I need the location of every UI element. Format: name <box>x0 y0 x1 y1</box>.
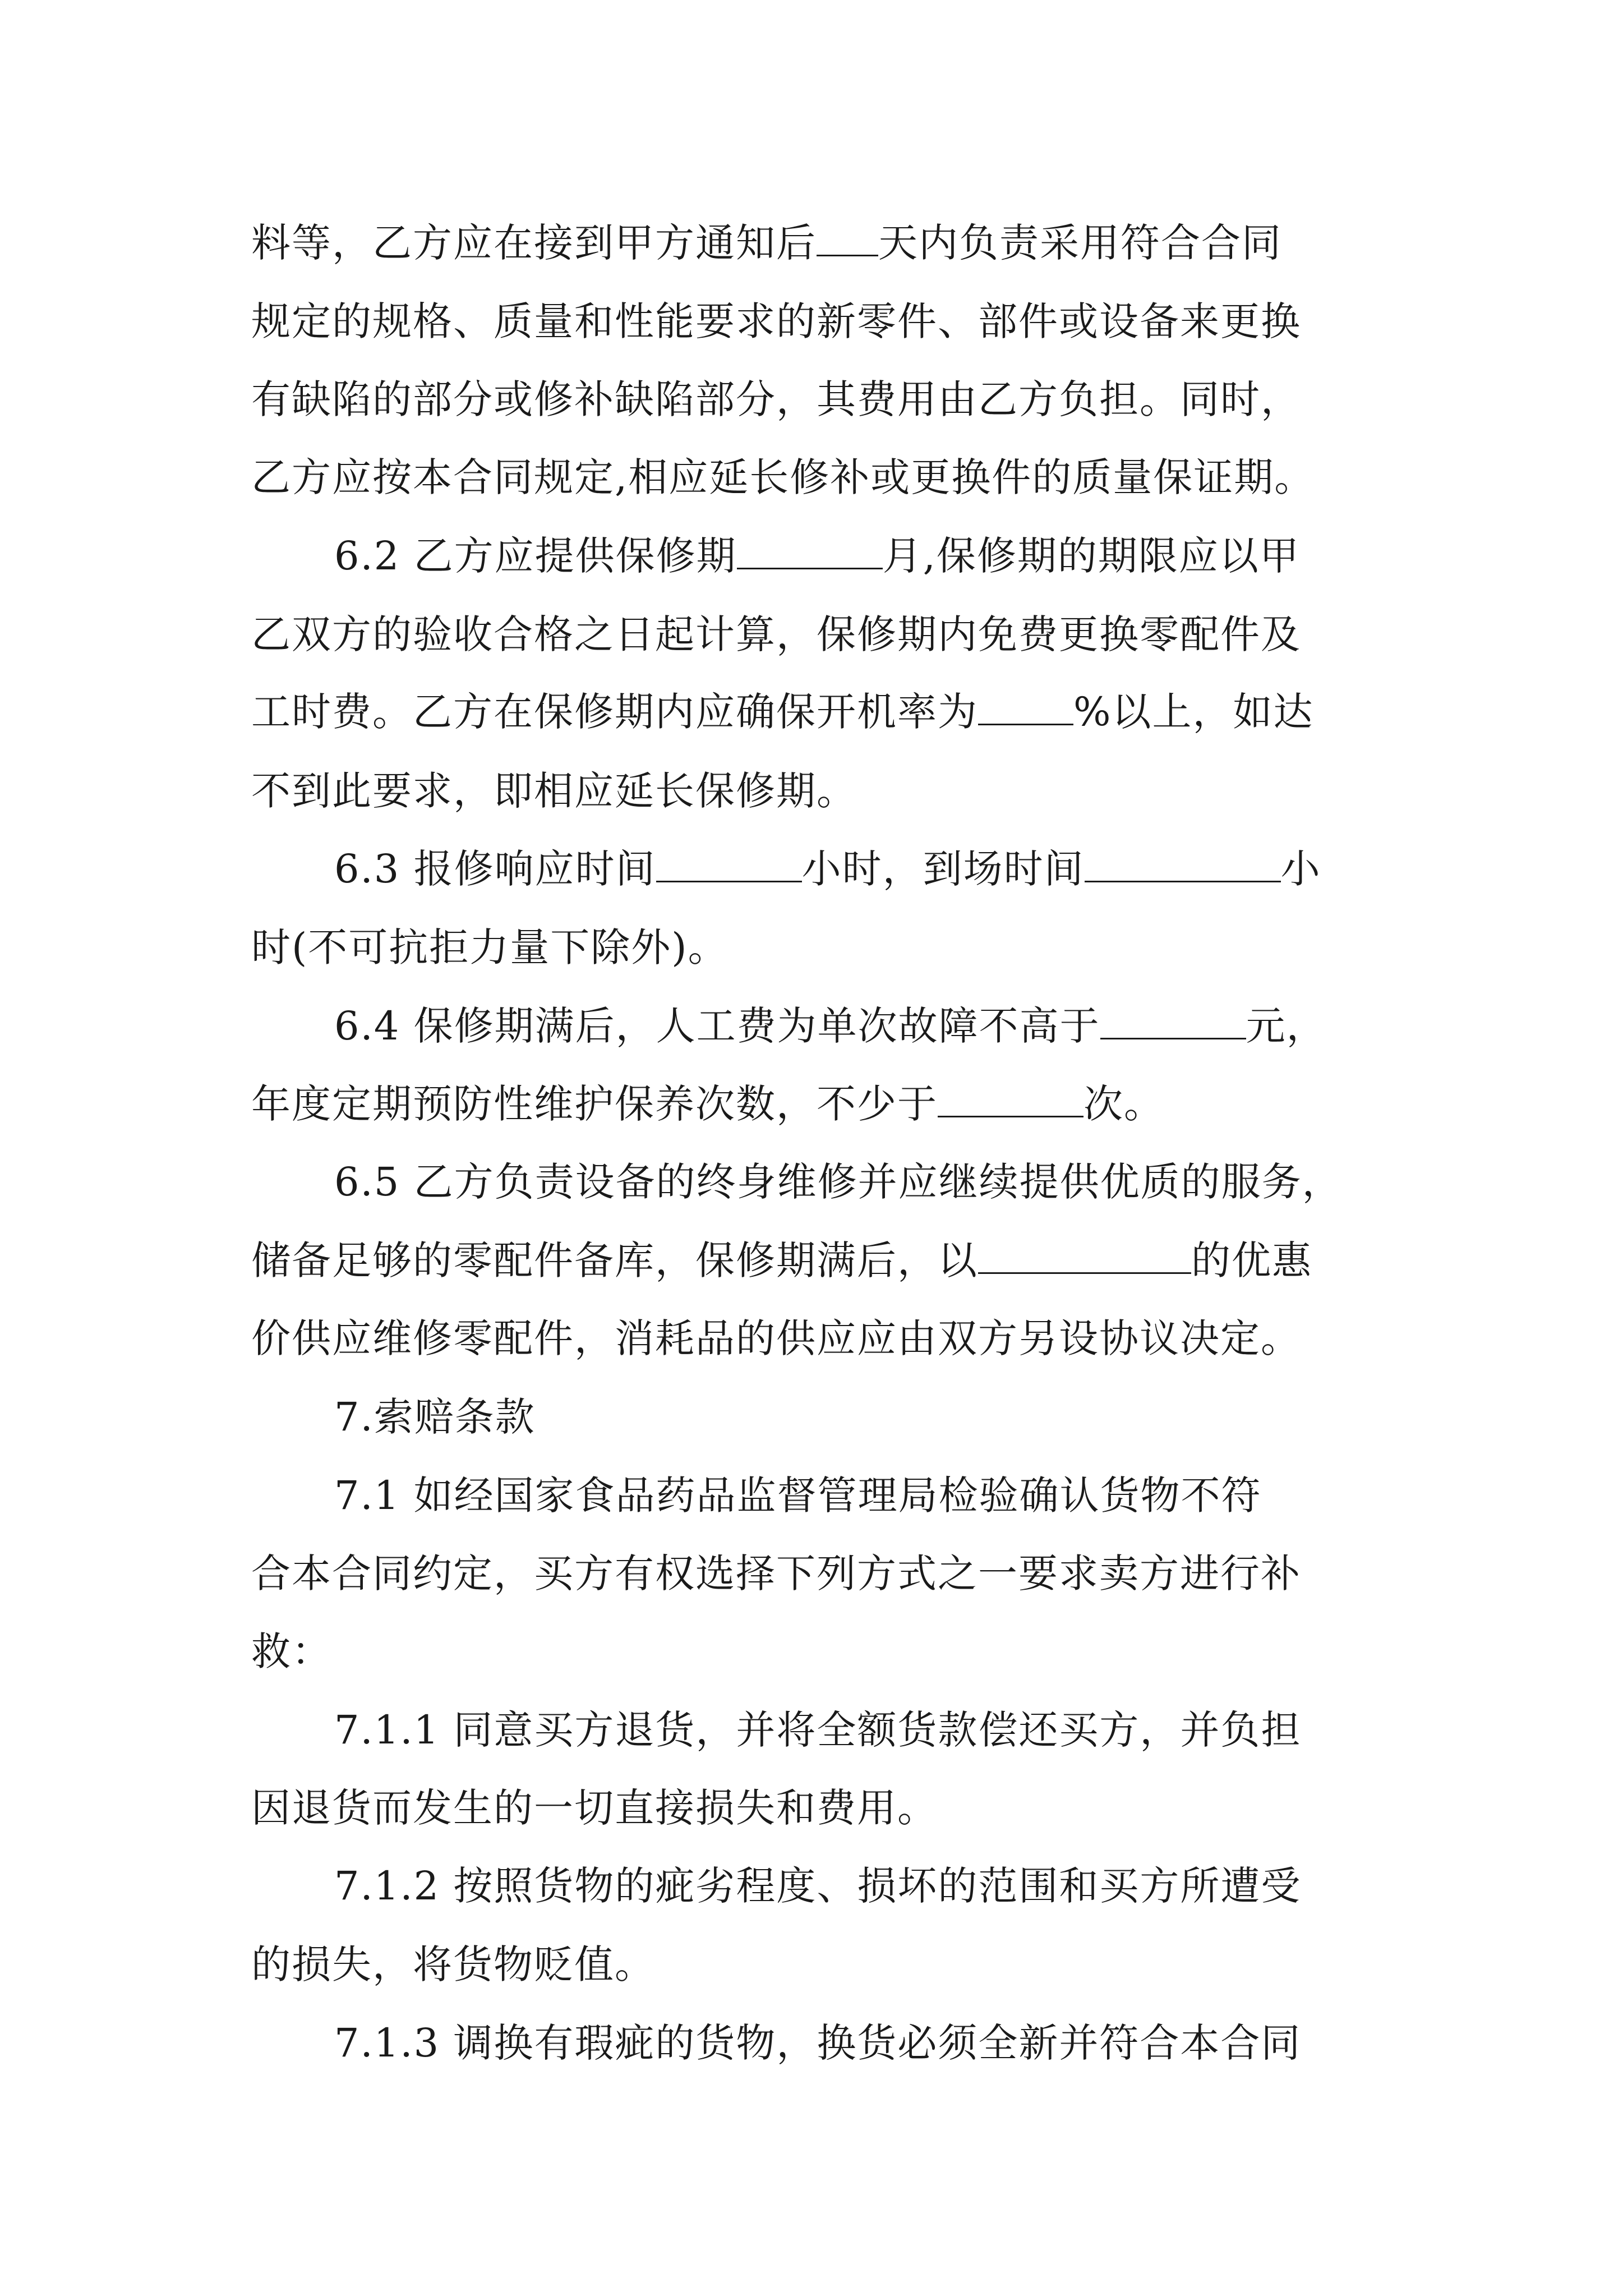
text-segment: 小时，到场时间 <box>801 846 1085 892</box>
text-line: 规定的规格、质量和性能要求的新零件、部件或设备来更换 <box>251 298 1301 344</box>
text-segment: 小 <box>1280 846 1321 892</box>
text-line: 价供应维修零配件，消耗品的供应应由双方另设协议决定。 <box>251 1315 1301 1361</box>
text-line: 有缺陷的部分或修补缺陷部分，其费用由乙方负担。同时， <box>251 376 1301 422</box>
text-segment: 天内负责采用符合合同 <box>878 220 1282 266</box>
text-line <box>251 1062 1395 1146</box>
blank-field <box>737 532 883 569</box>
text-segment: 6.3 报修响应时间 <box>334 846 656 892</box>
text-segment: 料等，乙方应在接到甲方通知后 <box>251 220 817 266</box>
blank-field <box>938 1080 1083 1117</box>
blank-field <box>978 688 1073 725</box>
text-line: 乙方应按本合同规定,相应延长修补或更换件的质量保证期。 <box>251 454 1315 500</box>
text-segment: 6.2 乙方应提供保修期 <box>334 533 737 579</box>
text-line: 7.1.3 调换有瑕疵的货物，换货必须全新并符合本合同 <box>334 2020 1302 2066</box>
text-segment: 月,保修期的期限应以甲 <box>882 533 1300 579</box>
blank-field <box>656 845 802 882</box>
text-segment: 储备足够的零配件备库，保修期满后，以 <box>251 1237 978 1283</box>
text-segment: 工时费。乙方在保修期内应确保开机率为 <box>251 689 978 735</box>
blank-field <box>1100 1002 1246 1039</box>
text-segment: 的优惠 <box>1191 1237 1312 1283</box>
text-line: 时(不可抗拒力量下除外)。 <box>251 924 728 970</box>
text-line <box>251 1218 1395 1303</box>
text-line: 6.5 乙方负责设备的终身维修并应继续提供优质的服务， <box>334 1159 1343 1205</box>
text-line: 7.1.1 同意买方退货，并将全额货款偿还买方，并负担 <box>334 1707 1302 1753</box>
blank-field <box>1085 845 1281 882</box>
text-segment: 次。 <box>1083 1081 1164 1127</box>
text-segment: %以上，如达 <box>1073 689 1314 735</box>
text-line: 不到此要求，即相应延长保修期。 <box>251 768 857 814</box>
text-line: 7.1.2 按照货物的疵劣程度、损坏的范围和买方所遭受 <box>334 1863 1302 1909</box>
text-segment: 元， <box>1246 1003 1327 1049</box>
blank-field <box>978 1237 1191 1274</box>
text-line <box>334 827 1395 911</box>
text-line: 的损失，将货物贬值。 <box>251 1941 655 1987</box>
text-line: 乙双方的验收合格之日起计算，保修期内免费更换零配件及 <box>251 611 1301 657</box>
text-line: 救： <box>251 1628 332 1674</box>
text-line: 因退货而发生的一切直接损失和费用。 <box>251 1785 938 1831</box>
text-segment: 6.4 保修期满后，人工费为单次故障不高于 <box>334 1003 1100 1049</box>
blank-field <box>817 219 878 256</box>
text-line <box>334 984 1395 1068</box>
section-heading: 7.索赔条款 <box>334 1394 536 1440</box>
text-segment: 年度定期预防性维护保养次数，不少于 <box>251 1081 938 1127</box>
text-line: 7.1 如经国家食品药品监督管理局检验确认货物不符 <box>334 1473 1262 1519</box>
text-line <box>251 201 1395 285</box>
text-line <box>334 514 1395 598</box>
text-line <box>251 670 1395 754</box>
text-line: 合本合同约定，买方有权选择下列方式之一要求卖方进行补 <box>251 1550 1301 1596</box>
